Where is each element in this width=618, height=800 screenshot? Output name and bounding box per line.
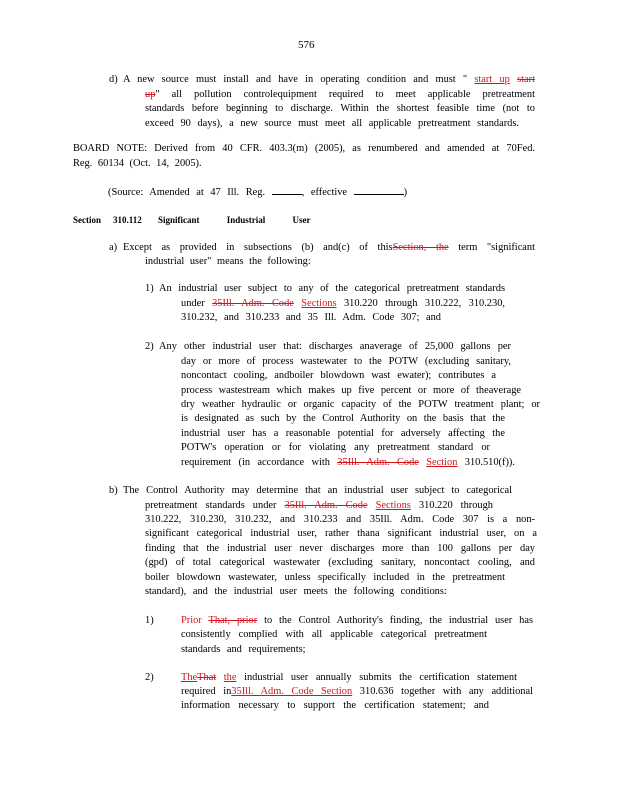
paragraph-b-line-2 bbox=[145, 499, 493, 514]
text: industrial user annually submits the certification statement bbox=[244, 672, 517, 683]
text: " all pollution controlequipment required to meet applicable pretreatment bbox=[155, 89, 535, 100]
page-number: 576 bbox=[298, 39, 315, 51]
text: requirement (in accordance with bbox=[181, 457, 330, 468]
text: A new source must install and have in operating condition and must " bbox=[123, 74, 468, 85]
paragraph-a-marker: a) bbox=[109, 242, 118, 253]
text: 310.636 together with any additional bbox=[359, 686, 534, 697]
paragraph-b-line-7: boiler blowdown wastewater, unless specifically included in the pretreatment bbox=[145, 572, 505, 583]
board-note-line-1: BOARD NOTE: Derived from 40 CFR. 403.3(m) (2005), as renumbered and amended at 70Fed. bbox=[73, 143, 535, 154]
inserted-text: the bbox=[223, 672, 237, 683]
paragraph-b-line-5: finding that the industrial user never discharges more than 100 gallons per day bbox=[145, 543, 535, 554]
deleted-text: start bbox=[517, 74, 535, 85]
deleted-text: up bbox=[145, 89, 156, 100]
deleted-text: 35Ill. Adm. Code bbox=[337, 457, 419, 468]
paragraph-d-line-1 bbox=[123, 73, 535, 88]
paragraph-a2-line-2: day or more of process wastewater to the POTW (excluding sanitary, bbox=[181, 356, 511, 367]
paragraph-a-line-1 bbox=[123, 241, 535, 256]
paragraph-b1-marker: 1) bbox=[145, 615, 154, 626]
paragraph-a-line-2: industrial user" means the following: bbox=[145, 256, 311, 267]
deleted-text: 35Ill. Adm. Code bbox=[284, 500, 368, 511]
text: ) bbox=[403, 187, 408, 198]
paragraph-b-line-6: (gpd) of total categorical wastewater (excluding sanitary, noncontact cooling, and bbox=[145, 557, 535, 568]
paragraph-b2-line-3: information necessary to support the certification statement; and bbox=[181, 700, 489, 711]
paragraph-b-marker: b) bbox=[109, 485, 118, 496]
text: 310.220 through bbox=[418, 500, 494, 511]
paragraph-a2-line-1: Any other industrial user that: discharges anaverage of 25,000 gallons per bbox=[159, 341, 511, 352]
paragraph-b2-marker: 2) bbox=[145, 672, 154, 683]
deleted-text: That bbox=[197, 672, 217, 683]
inserted-text: Prior bbox=[181, 615, 202, 626]
section-label: Section bbox=[73, 215, 101, 225]
paragraph-a2-line-4: process wastestream which makes up five percent or more of theaverage bbox=[181, 385, 521, 396]
paragraph-a1-marker: 1) bbox=[145, 283, 154, 294]
paragraph-d-marker: d) bbox=[109, 74, 118, 85]
paragraph-d-line-4: exceed 90 days), a new source must meet all applicable pretreatment standards. bbox=[145, 118, 519, 129]
text: to the Control Authority's finding, the industrial user has bbox=[264, 615, 533, 626]
paragraph-d-line-2 bbox=[145, 88, 535, 103]
text: , effective bbox=[301, 187, 348, 198]
inserted-text: 35Ill. Adm. Code Section bbox=[231, 686, 353, 697]
paragraph-a2-line-9 bbox=[181, 456, 515, 471]
text: 310.510(f)). bbox=[464, 457, 515, 468]
deleted-text: Section, the bbox=[392, 242, 449, 253]
deleted-text: 35Ill. Adm. Code bbox=[212, 298, 294, 309]
text: required in bbox=[181, 686, 232, 697]
deleted-text: That, prior bbox=[208, 615, 258, 626]
paragraph-d-line-3: standards before beginning to discharge. Within the shortest feasible time (not to bbox=[145, 103, 535, 114]
paragraph-a2-line-5: dry weather hydraulic or organic capacity of the POTW treatment plant; or bbox=[181, 399, 540, 410]
inserted-text: Section bbox=[426, 457, 458, 468]
paragraph-b-line-8: standard), and the industrial user meets the following conditions: bbox=[145, 586, 447, 597]
source-note bbox=[108, 184, 407, 201]
paragraph-a1-line-1: An industrial user subject to any of the categorical pretreatment standards bbox=[159, 283, 505, 294]
paragraph-b2-line-1 bbox=[181, 671, 517, 686]
text: pretreatment standards under bbox=[145, 500, 277, 511]
paragraph-a2-line-8: POTW's operation or for violating any pretreatment standard or bbox=[181, 442, 490, 453]
paragraph-a2-line-3: noncontact cooling, andboiler blowdown wast ewater); contributes a bbox=[181, 370, 496, 381]
paragraph-b1-line-2: consistently complied with all applicable categorical pretreatment bbox=[181, 629, 487, 640]
inserted-text: The bbox=[181, 672, 198, 683]
paragraph-b-line-4: significant categorical industrial user, rather thana significant industrial user, on a bbox=[145, 528, 537, 539]
blank-line bbox=[272, 184, 302, 195]
paragraph-b2-line-2 bbox=[181, 685, 533, 700]
paragraph-a1-line-3: 310.232, and 310.233 and 35 Ill. Adm. Code 307; and bbox=[181, 312, 441, 323]
inserted-text: start up bbox=[474, 74, 510, 85]
paragraph-b1-line-3: standards and requirements; bbox=[181, 644, 306, 655]
inserted-text: Sections bbox=[375, 500, 411, 511]
paragraph-b1-line-1 bbox=[181, 614, 533, 629]
section-title: Significant Industrial User bbox=[158, 215, 311, 225]
paragraph-b-line-3: 310.222, 310.230, 310.232, and 310.233 and 35Ill. Adm. Code 307 is a non- bbox=[145, 514, 535, 525]
inserted-text: Sections bbox=[301, 298, 337, 309]
text: (Source: Amended at 47 Ill. Reg. bbox=[108, 187, 266, 198]
board-note-line-2: Reg. 60134 (Oct. 14, 2005). bbox=[73, 158, 202, 169]
blank-line bbox=[354, 184, 404, 195]
paragraph-a2-marker: 2) bbox=[145, 341, 154, 352]
text: 310.220 through 310.222, 310.230, bbox=[343, 298, 505, 309]
paragraph-a2-line-7: industrial user has a reasonable potential for adversely affecting the bbox=[181, 428, 505, 439]
text: under bbox=[181, 298, 205, 309]
paragraph-a1-line-2 bbox=[181, 297, 505, 312]
section-number: 310.112 bbox=[113, 215, 142, 225]
paragraph-a2-line-6: is designated as such by the Control Authority on the basis that the bbox=[181, 413, 505, 424]
text: Except as provided in subsections (b) and(c) of this bbox=[123, 242, 393, 253]
paragraph-b-line-1: The Control Authority may determine that an industrial user subject to categorical bbox=[123, 485, 512, 496]
text: term "significant bbox=[458, 242, 535, 253]
